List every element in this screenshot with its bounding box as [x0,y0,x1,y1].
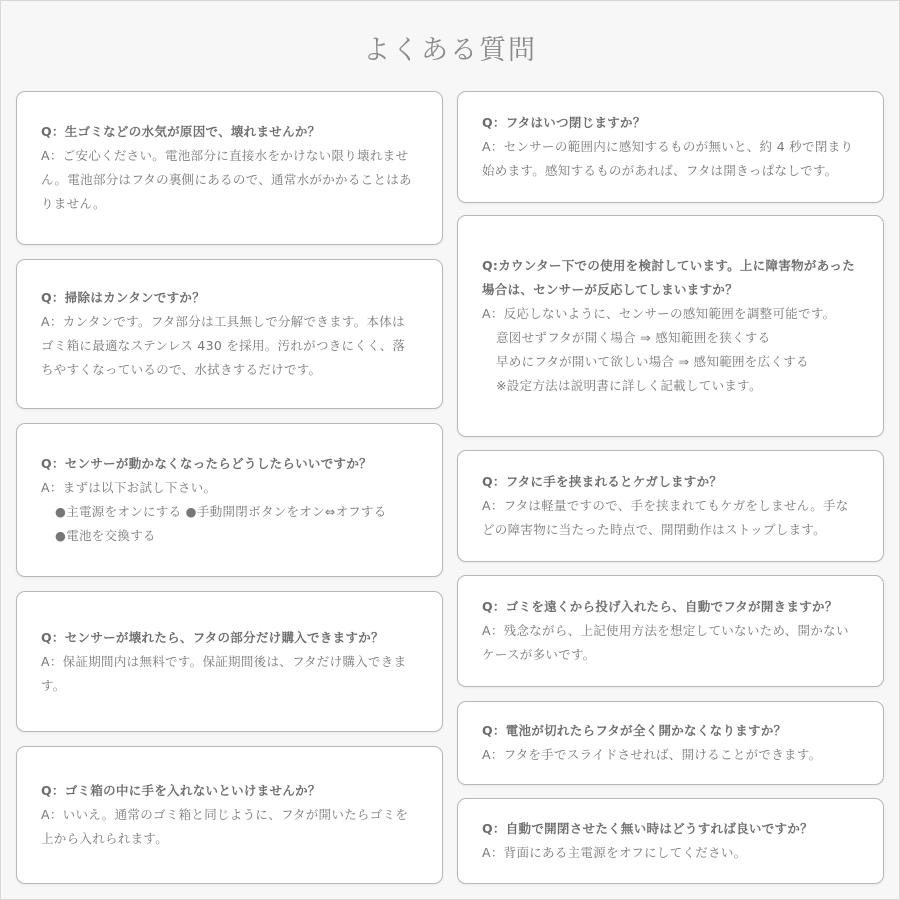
faq-question: Q：ゴミを遠くから投げ入れたら、自動でフタが開きますか？ [482,599,838,614]
faq-card [16,91,443,245]
faq-question: Q:カウンター下での使用を検討しています。上に障害物があった場合は、センサーが反応してしまいますか？ [482,258,856,297]
faq-question: Q：フタに手を挟まれるとケガしますか？ [482,474,723,489]
faq-card [457,575,884,687]
faq-card [457,215,884,437]
faq-card [457,91,884,203]
faq-question: Q：電池が切れたらフタが全く開かなくなりますか？ [482,723,787,738]
faq-note: 早めにフタが開いて欲しい場合 ⇒ 感知範囲を広くする [496,354,809,369]
faq-card [16,591,443,732]
faq-bullet: ●主電源をオンにする ●手動開閉ボタンをオン⇔オフする [55,504,387,519]
faq-note: 意図せずフタが開く場合 ⇒ 感知範囲を狭くする [496,330,771,345]
faq-question: Q：センサーが動かなくなったらどうしたらいいですか？ [41,456,372,471]
faq-answer: A：背面にある主電源をオフにしてください。 [482,845,747,860]
faq-note: ※設定方法は説明書に詳しく記載しています。 [496,378,762,393]
faq-question: Q：フタはいつ閉じますか？ [482,115,646,130]
faq-question: Q：ゴミ箱の中に手を入れないといけませんか？ [41,783,321,798]
faq-answer: A：残念ながら、上記使用方法を想定していないため、開かないケースが多いです。 [482,623,849,662]
faq-answer: A：反応しないように、センサーの感知範囲を調整可能です。 [482,306,836,321]
faq-card [457,798,884,884]
faq-answer: A：フタを手でスライドさせれば、開けることができます。 [482,747,822,762]
faq-card [457,701,884,785]
faq-question: Q：生ゴミなどの水気が原因で、壊れませんか？ [41,124,321,139]
faq-question: Q：自動で開閉させたく無い時はどうすれば良いですか？ [482,821,813,836]
faq-answer: A：まずは以下お試し下さい。 [41,480,217,495]
faq-answer: A：いいえ。通常のゴミ箱と同じように、フタが開いたらゴミを上から入れられます。 [41,807,409,846]
faq-question: Q：掃除はカンタンですか？ [41,290,206,305]
faq-card [16,423,443,577]
page-title: よくある質問 [363,35,537,66]
faq-answer: A：カンタンです。フタ部分は工具無しで分解できます。本体はゴミ箱に最適なステンレス 430 を採用。汚れがつきにくく、落ちやすくなっているので、水拭きするだけです。 [41,314,406,377]
faq-card [457,450,884,562]
faq-answer: A：センサーの範囲内に感知するものが無いと、約 4 秒で閉まり始めます。感知するものがあれば、フタは開きっぱなしです。 [482,139,854,178]
faq-answer: A：フタは軽量ですので、手を挟まれてもケガをしません。手などの障害物に当たった時点で、開閉動作はストップします。 [482,498,849,537]
faq-card [16,259,443,409]
faq-question: Q：センサーが壊れたら、フタの部分だけ購入できますか？ [41,629,384,645]
faq-answer: A：保証期間内は無料です。保証期間後は、フタだけ購入できます。 [41,653,407,693]
faq-answer: A：ご安心ください。電池部分に直接水をかけない限り壊れません。電池部分はフタの裏側にあるので、通常水がかかることはありません。 [41,148,412,211]
faq-bullet: ●電池を交換する [55,528,156,543]
faq-card [16,746,443,884]
